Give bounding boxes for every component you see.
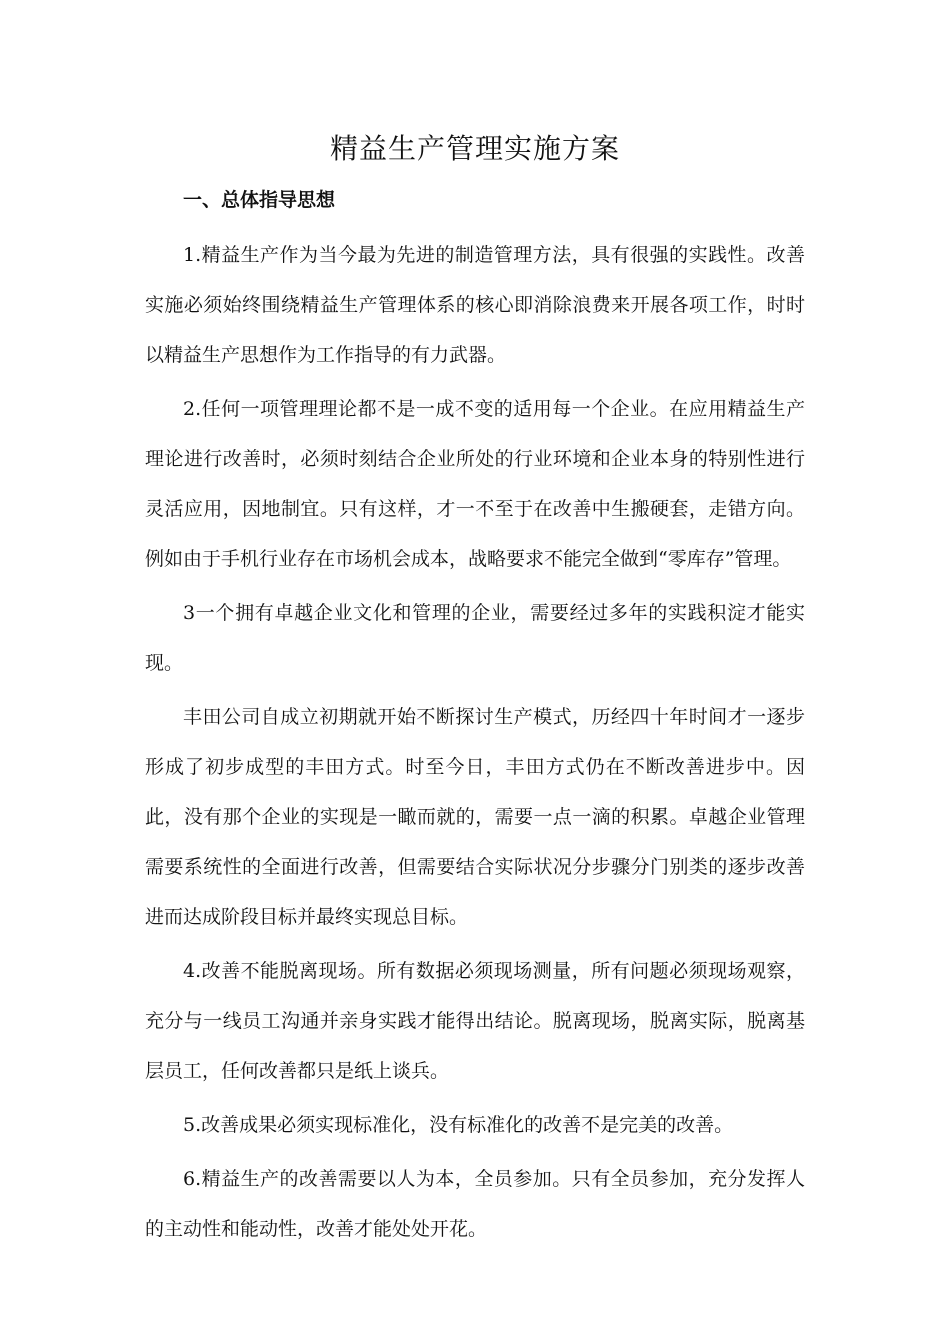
document-body [145,230,805,1258]
document-title: 精益生产管理实施方案 [329,132,620,165]
paragraph-5: 4.改善不能脱离现场。所有数据必须现场测量，所有问题必须现场观察，充分与一线员工沟通并亲身实践才能得出结论。脱离现场，脱离实际，脱离基层员工，任何改善都只是纸上谈兵。 [145,960,805,1082]
section-heading: 一、总体指导思想 [183,189,336,211]
paragraph-3: 3一个拥有卓越企业文化和管理的企业，需要经过多年的实践积淀才能实现。 [145,602,805,674]
paragraph-6: 5.改善成果必须实现标准化，没有标准化的改善不是完美的改善。 [183,1114,734,1136]
paragraph-1: 1.精益生产作为当今最为先进的制造管理方法，具有很强的实践性。改善实施必须始终围绕精益生产管理体系的核心即消除浪费来开展各项工作，时时以精益生产思想作为工作指导的有力武器。 [145,244,805,366]
paragraph-4: 丰田公司自成立初期就开始不断探讨生产模式，历经四十年时间才一逐步形成了初步成型的丰田方式。时至今日，丰田方式仍在不断改善进步中。因此，没有那个企业的实现是一瞰而就的，需要一点一滴的积累。卓越企业管理需要系统性的全面进行改善，但需要结合实际状况分步骤分门别类的逐步改善进而达成阶段目标并最终实现总目标。 [145,706,805,928]
paragraph-7: 6.精益生产的改善需要以人为本，全员参加。只有全员参加，充分发挥人的主动性和能动性，改善才能处处开花。 [145,1168,805,1240]
paragraph-2: 2.任何一项管理理论都不是一成不变的适用每一个企业。在应用精益生产理论进行改善时，必须时刻结合企业所处的行业环境和企业本身的特别性进行灵活应用，因地制宜。只有这样，才一不至于在改善中生搬硬套，走错方向。例如由于手机行业存在市场机会成本，战略要求不能完全做到“零库存”管理。 [145,398,805,570]
